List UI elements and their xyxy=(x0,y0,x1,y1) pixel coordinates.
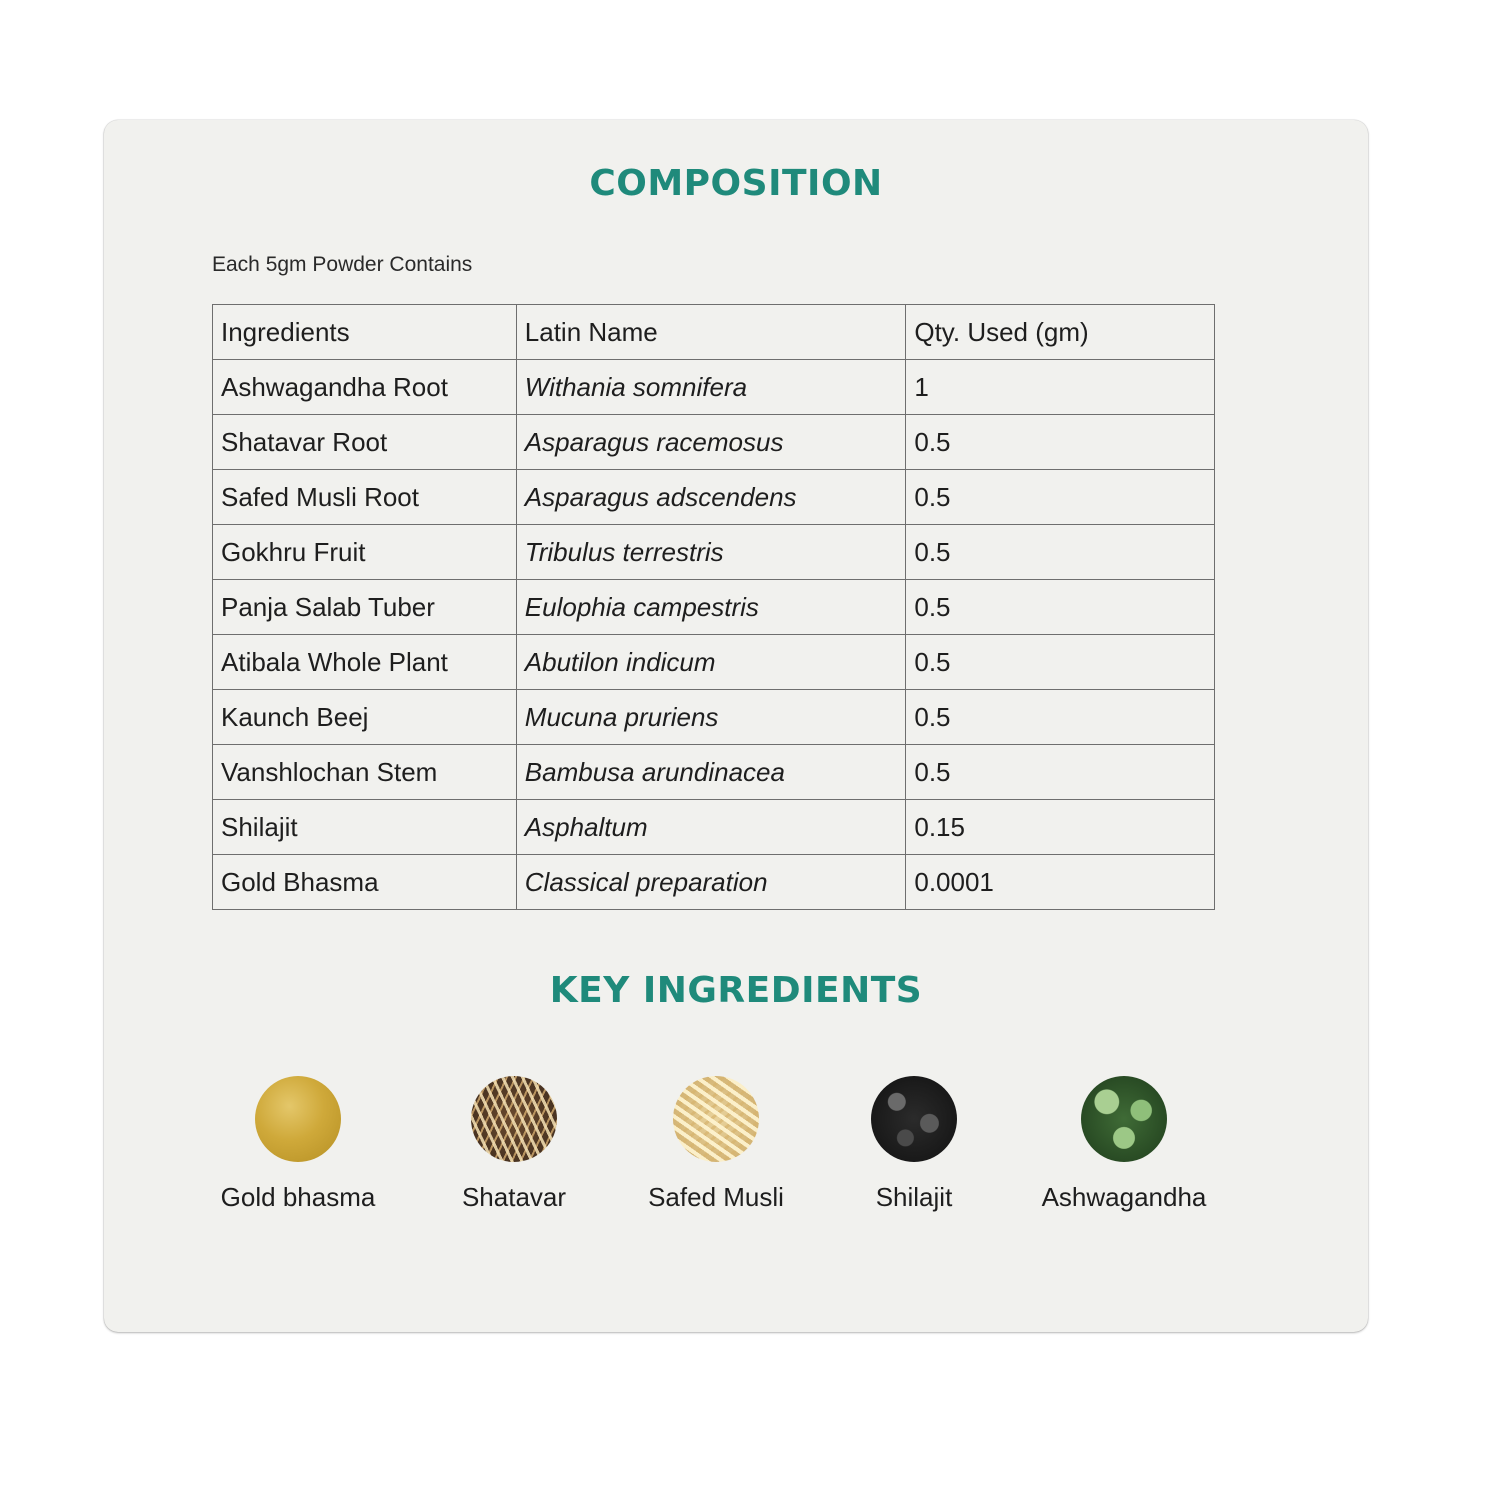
gold-bhasma-image xyxy=(255,1076,341,1162)
ingredient-cell: Safed Musli Root xyxy=(213,470,517,525)
table-row xyxy=(213,415,1215,470)
key-ingredient-gold-bhasma xyxy=(188,1076,408,1213)
qty-cell: 0.5 xyxy=(906,690,1215,745)
latin-name-cell: Abutilon indicum xyxy=(516,635,906,690)
key-ingredient-label: Shatavar xyxy=(461,1182,567,1212)
composition-card xyxy=(104,120,1368,1332)
table-row xyxy=(213,690,1215,745)
latin-name-cell: Asphaltum xyxy=(516,800,906,855)
latin-name-cell: Tribulus terrestris xyxy=(516,525,906,580)
qty-cell: 0.0001 xyxy=(906,855,1215,910)
key-ingredient-label: Gold bhasma xyxy=(220,1182,376,1212)
table-row xyxy=(213,525,1215,580)
ingredient-cell: Gokhru Fruit xyxy=(213,525,517,580)
ashwagandha-image xyxy=(1081,1076,1167,1162)
qty-cell: 0.5 xyxy=(906,470,1215,525)
table-row xyxy=(213,800,1215,855)
composition-title: COMPOSITION xyxy=(589,163,883,204)
latin-name-cell: Bambusa arundinacea xyxy=(516,745,906,800)
table-header-row xyxy=(213,305,1215,360)
key-ingredient-safed-musli xyxy=(606,1076,826,1213)
qty-cell: 1 xyxy=(906,360,1215,415)
safed-musli-image xyxy=(673,1076,759,1162)
shilajit-image xyxy=(871,1076,957,1162)
key-ingredient-ashwagandha xyxy=(1014,1076,1234,1213)
latin-name-cell: Classical preparation xyxy=(516,855,906,910)
ingredient-cell: Vanshlochan Stem xyxy=(213,745,517,800)
ingredient-cell: Atibala Whole Plant xyxy=(213,635,517,690)
qty-cell: 0.5 xyxy=(906,525,1215,580)
ingredient-cell: Ashwagandha Root xyxy=(213,360,517,415)
latin-name-cell: Eulophia campestris xyxy=(516,580,906,635)
column-header-qty: Qty. Used (gm) xyxy=(906,305,1215,360)
composition-table xyxy=(212,304,1215,910)
ingredient-cell: Gold Bhasma xyxy=(213,855,517,910)
ingredient-cell: Shilajit xyxy=(213,800,517,855)
table-row xyxy=(213,360,1215,415)
key-ingredient-label: Safed Musli xyxy=(648,1182,784,1212)
table-row xyxy=(213,635,1215,690)
key-ingredients-title: KEY INGREDIENTS xyxy=(549,970,923,1011)
qty-cell: 0.5 xyxy=(906,580,1215,635)
table-row xyxy=(213,745,1215,800)
ingredient-cell: Kaunch Beej xyxy=(213,690,517,745)
column-header-latin-name: Latin Name xyxy=(516,305,906,360)
latin-name-cell: Mucuna pruriens xyxy=(516,690,906,745)
key-ingredient-label: Ashwagandha xyxy=(1041,1182,1207,1212)
shatavar-image xyxy=(471,1076,557,1162)
qty-cell: 0.5 xyxy=(906,745,1215,800)
latin-name-cell: Withania somnifera xyxy=(516,360,906,415)
ingredient-cell: Shatavar Root xyxy=(213,415,517,470)
table-row xyxy=(213,855,1215,910)
qty-cell: 0.5 xyxy=(906,415,1215,470)
column-header-ingredients: Ingredients xyxy=(213,305,517,360)
qty-cell: 0.5 xyxy=(906,635,1215,690)
key-ingredient-label: Shilajit xyxy=(875,1182,953,1212)
key-ingredient-shilajit xyxy=(804,1076,1024,1213)
qty-cell: 0.15 xyxy=(906,800,1215,855)
ingredient-cell: Panja Salab Tuber xyxy=(213,580,517,635)
latin-name-cell: Asparagus racemosus xyxy=(516,415,906,470)
table-row xyxy=(213,580,1215,635)
composition-subtitle: Each 5gm Powder Contains xyxy=(212,253,473,276)
key-ingredient-shatavar xyxy=(404,1076,624,1213)
latin-name-cell: Asparagus adscendens xyxy=(516,470,906,525)
table-row xyxy=(213,470,1215,525)
